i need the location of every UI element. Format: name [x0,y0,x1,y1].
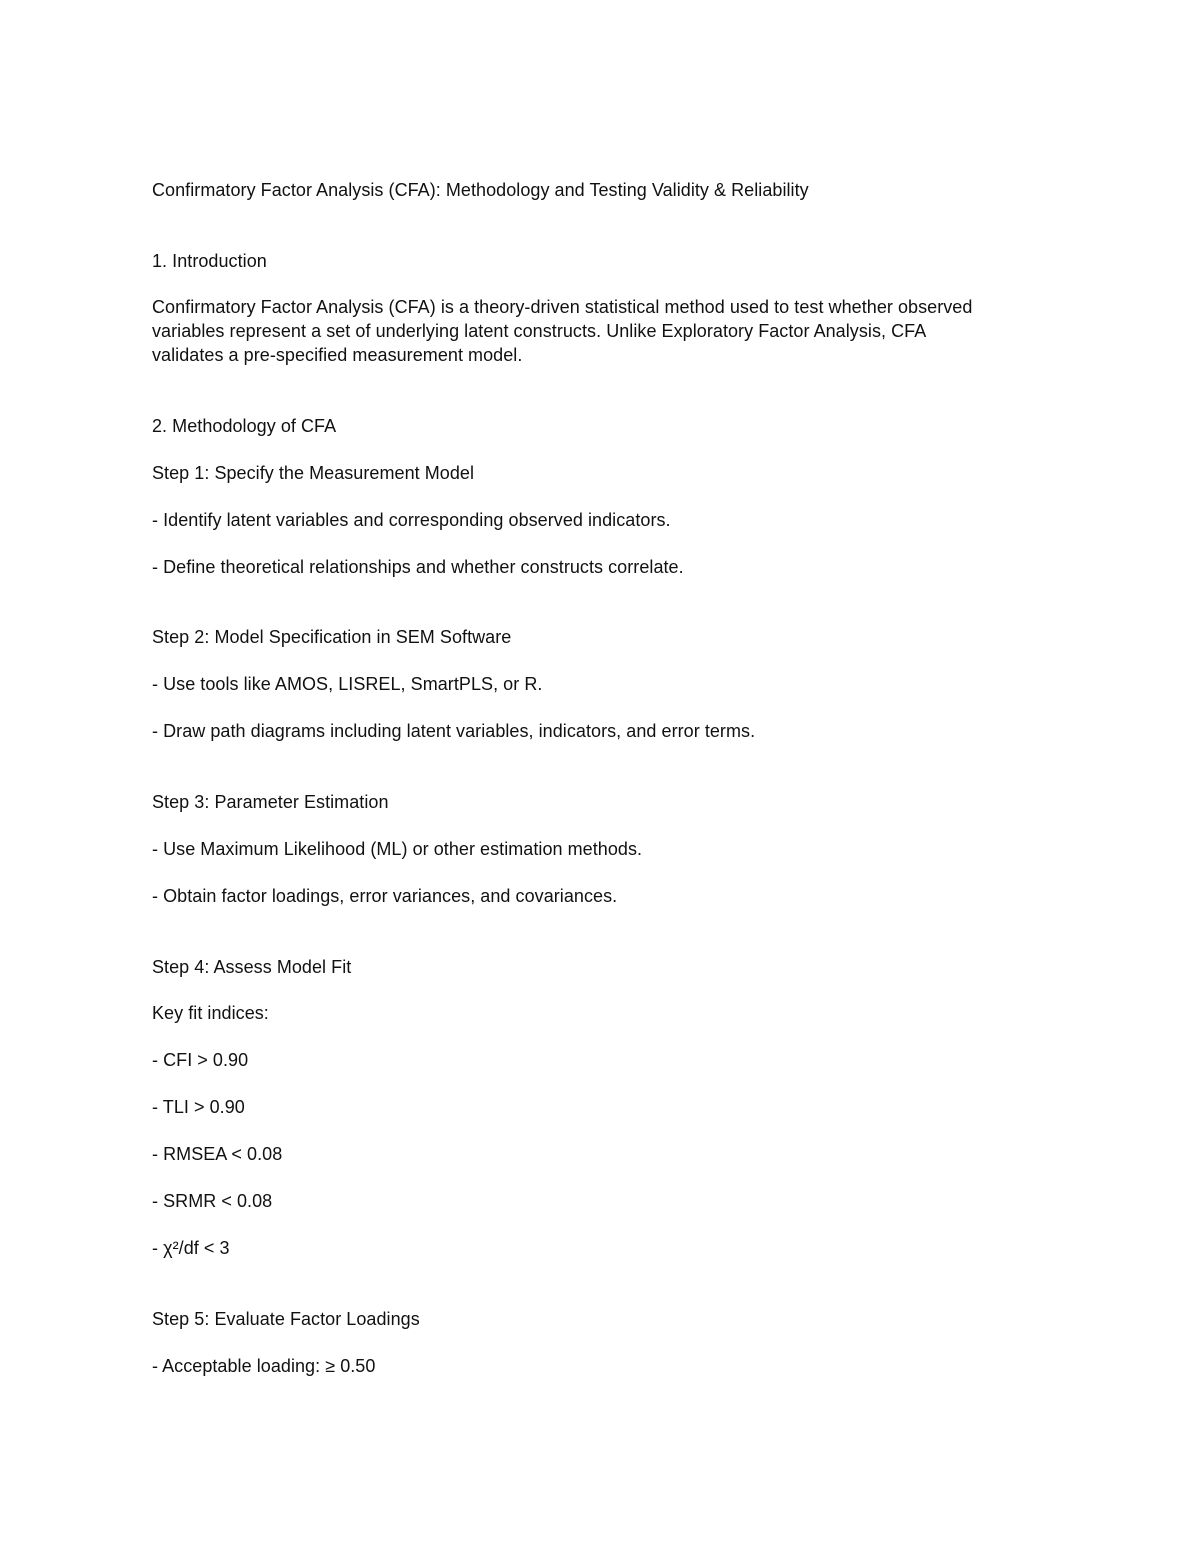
step-5-title: Step 5: Evaluate Factor Loadings [152,1309,420,1329]
step-1-item: - Define theoretical relationships and whether constructs correlate. [152,557,684,577]
step-3-item: - Obtain factor loadings, error variances, and covariances. [152,886,618,906]
step-4-intro: Key fit indices: [152,1003,269,1023]
fit-index-item: - χ²/df < 3 [152,1238,230,1258]
document-title: Confirmatory Factor Analysis (CFA): Methodology and Testing Validity & Reliability [152,180,809,200]
step-1-title: Step 1: Specify the Measurement Model [152,463,475,483]
step-1-item: - Identify latent variables and corresponding observed indicators. [152,510,671,530]
step-3-item: - Use Maximum Likelihood (ML) or other estimation methods. [152,839,643,859]
step-2-item: - Use tools like AMOS, LISREL, SmartPLS, or R. [152,674,543,694]
fit-index-item: - TLI > 0.90 [152,1097,245,1117]
fit-index-item: - RMSEA < 0.08 [152,1144,283,1164]
step-3-title: Step 3: Parameter Estimation [152,792,389,812]
section-heading-introduction: 1. Introduction [152,251,267,271]
intro-paragraph-line: variables represent a set of underlying latent constructs. Unlike Exploratory Factor Analysis, CFA [152,321,927,341]
fit-index-item: - SRMR < 0.08 [152,1191,273,1211]
intro-paragraph-line: Confirmatory Factor Analysis (CFA) is a theory-driven statistical method used to test whether observed [152,297,973,317]
step-4-title: Step 4: Assess Model Fit [152,957,352,977]
fit-index-item: - CFI > 0.90 [152,1050,249,1070]
section-heading-methodology: 2. Methodology of CFA [152,416,337,436]
step-2-title: Step 2: Model Specification in SEM Software [152,627,512,647]
step-2-item: - Draw path diagrams including latent variables, indicators, and error terms. [152,721,756,741]
step-5-item: - Acceptable loading: ≥ 0.50 [152,1356,376,1376]
intro-paragraph-line: validates a pre-specified measurement model. [152,345,523,365]
